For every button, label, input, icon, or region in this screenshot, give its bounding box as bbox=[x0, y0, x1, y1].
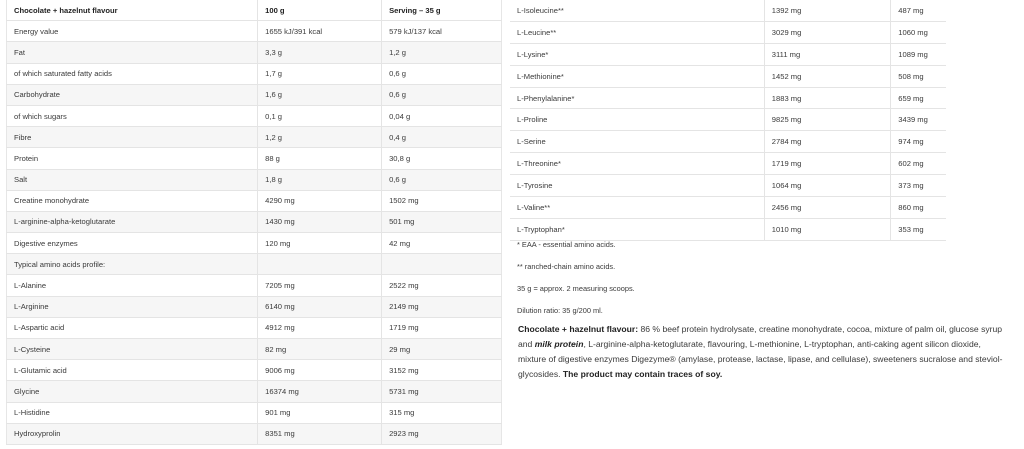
row-label: L-Alanine bbox=[7, 275, 258, 296]
ingredients-part2: , L-arginine-alpha-ketoglutarate, flavouring, L-methionine, L-tryptophan, anti-caking agent silicon dioxide, mixture of digestive enzymes Digezyme® (amylase, protease, lactase, lipase, and cellulase), sweeteners sucralose and steviol-glycosides. bbox=[518, 339, 1003, 379]
value-serving: 1060 mg bbox=[891, 21, 946, 43]
value-serving: 974 mg bbox=[891, 131, 946, 153]
table-row bbox=[7, 402, 502, 423]
row-label: of which sugars bbox=[7, 105, 258, 126]
table-row bbox=[7, 42, 502, 63]
value-100g: 1,6 g bbox=[258, 84, 382, 105]
value-serving: 353 mg bbox=[891, 218, 946, 240]
row-label: Protein bbox=[7, 148, 258, 169]
row-label: of which saturated fatty acids bbox=[7, 63, 258, 84]
value-100g: 9006 mg bbox=[258, 360, 382, 381]
footnote-eaa: * EAA - essential amino acids. bbox=[517, 234, 987, 256]
row-label: L-Glutamic acid bbox=[7, 360, 258, 381]
row-label: Hydroxyprolin bbox=[7, 423, 258, 444]
table-row bbox=[7, 211, 502, 232]
footnote-scoops: 35 g = approx. 2 measuring scoops. bbox=[517, 278, 987, 300]
row-label: Carbohydrate bbox=[7, 84, 258, 105]
table-row bbox=[510, 131, 946, 153]
value-100g: 6140 mg bbox=[258, 296, 382, 317]
row-label: Salt bbox=[7, 169, 258, 190]
value-serving: 487 mg bbox=[891, 0, 946, 21]
value-serving: 0,4 g bbox=[382, 127, 502, 148]
table-row bbox=[7, 423, 502, 444]
table-row bbox=[7, 275, 502, 296]
ingredients-part1: 86 % beef protein hydrolysate, creatine monohydrate, cocoa, mixture of palm oil, glucose syrup and bbox=[518, 324, 1003, 349]
table-row bbox=[7, 381, 502, 402]
value-100g: 2784 mg bbox=[764, 131, 890, 153]
table-row bbox=[510, 87, 946, 109]
row-label: Typical amino acids profile: bbox=[7, 254, 258, 275]
value-serving bbox=[382, 254, 502, 275]
row-label: L-Histidine bbox=[7, 402, 258, 423]
value-serving: 42 mg bbox=[382, 233, 502, 254]
value-serving: 508 mg bbox=[891, 65, 946, 87]
table-row bbox=[7, 296, 502, 317]
value-100g bbox=[258, 254, 382, 275]
value-100g: 1064 mg bbox=[764, 175, 890, 197]
row-label: L-Proline bbox=[510, 109, 764, 131]
footnote-bcaa: ** ranched-chain amino acids. bbox=[517, 256, 987, 278]
row-label: L-Cysteine bbox=[7, 339, 258, 360]
row-label: L-Aspartic acid bbox=[7, 317, 258, 338]
value-100g: 0,1 g bbox=[258, 105, 382, 126]
allergen-warning: The product may contain traces of soy. bbox=[562, 369, 723, 379]
value-serving: 2522 mg bbox=[382, 275, 502, 296]
table-row bbox=[510, 109, 946, 131]
value-serving: 1089 mg bbox=[891, 43, 946, 65]
value-serving: 1502 mg bbox=[382, 190, 502, 211]
value-serving: 2149 mg bbox=[382, 296, 502, 317]
value-serving: 373 mg bbox=[891, 175, 946, 197]
row-label: L-Lysine* bbox=[510, 43, 764, 65]
value-serving: 1,2 g bbox=[382, 42, 502, 63]
value-serving: 0,6 g bbox=[382, 84, 502, 105]
table-row bbox=[7, 63, 502, 84]
value-100g: 88 g bbox=[258, 148, 382, 169]
value-serving: 602 mg bbox=[891, 153, 946, 175]
value-serving: 3152 mg bbox=[382, 360, 502, 381]
table-row bbox=[7, 148, 502, 169]
ingredients-milk-protein: milk protein bbox=[534, 339, 584, 349]
value-100g: 2456 mg bbox=[764, 197, 890, 219]
row-label: L-Arginine bbox=[7, 296, 258, 317]
table-row bbox=[7, 360, 502, 381]
row-label: L-Leucine** bbox=[510, 21, 764, 43]
value-serving: 0,6 g bbox=[382, 169, 502, 190]
row-label: Creatine monohydrate bbox=[7, 190, 258, 211]
value-serving: 29 mg bbox=[382, 339, 502, 360]
table-row bbox=[7, 169, 502, 190]
ingredients-label: Chocolate + hazelnut flavour: bbox=[518, 324, 639, 334]
ingredients-text bbox=[518, 322, 1010, 382]
row-label: L-Methionine* bbox=[510, 65, 764, 87]
table-row bbox=[510, 65, 946, 87]
table-row bbox=[7, 254, 502, 275]
header-product: Chocolate + hazelnut flavour bbox=[7, 0, 258, 21]
value-100g: 1452 mg bbox=[764, 65, 890, 87]
value-100g: 8351 mg bbox=[258, 423, 382, 444]
row-label: Fat bbox=[7, 42, 258, 63]
value-100g: 1883 mg bbox=[764, 87, 890, 109]
table-row bbox=[7, 127, 502, 148]
value-serving: 0,6 g bbox=[382, 63, 502, 84]
table-row bbox=[7, 233, 502, 254]
table-row bbox=[510, 153, 946, 175]
value-serving: 860 mg bbox=[891, 197, 946, 219]
table-header-row bbox=[7, 0, 502, 21]
value-100g: 3,3 g bbox=[258, 42, 382, 63]
value-100g: 120 mg bbox=[258, 233, 382, 254]
footnote-dilution: Dilution ratio: 35 g/200 ml. bbox=[517, 300, 987, 322]
row-label: Glycine bbox=[7, 381, 258, 402]
value-100g: 1392 mg bbox=[764, 0, 890, 21]
table-row bbox=[7, 84, 502, 105]
row-label: L-Tryptophan* bbox=[510, 218, 764, 240]
amino-acids-table bbox=[510, 0, 946, 241]
value-100g: 1655 kJ/391 kcal bbox=[258, 21, 382, 42]
value-serving: 315 mg bbox=[382, 402, 502, 423]
value-100g: 3029 mg bbox=[764, 21, 890, 43]
value-100g: 82 mg bbox=[258, 339, 382, 360]
value-100g: 4290 mg bbox=[258, 190, 382, 211]
row-label: L-Tyrosine bbox=[510, 175, 764, 197]
row-label: L-arginine-alpha-ketoglutarate bbox=[7, 211, 258, 232]
value-100g: 901 mg bbox=[258, 402, 382, 423]
value-serving: 659 mg bbox=[891, 87, 946, 109]
table-row bbox=[510, 0, 946, 21]
value-100g: 1010 mg bbox=[764, 218, 890, 240]
table-row bbox=[7, 190, 502, 211]
footnotes bbox=[517, 234, 987, 322]
value-100g: 1719 mg bbox=[764, 153, 890, 175]
table-row bbox=[510, 197, 946, 219]
value-serving: 30,8 g bbox=[382, 148, 502, 169]
value-serving: 3439 mg bbox=[891, 109, 946, 131]
table-row bbox=[7, 317, 502, 338]
value-100g: 9825 mg bbox=[764, 109, 890, 131]
value-100g: 1,8 g bbox=[258, 169, 382, 190]
table-row bbox=[7, 105, 502, 126]
value-serving: 0,04 g bbox=[382, 105, 502, 126]
value-100g: 16374 mg bbox=[258, 381, 382, 402]
row-label: L-Valine** bbox=[510, 197, 764, 219]
row-label: Fibre bbox=[7, 127, 258, 148]
value-serving: 5731 mg bbox=[382, 381, 502, 402]
header-100g: 100 g bbox=[258, 0, 382, 21]
value-100g: 3111 mg bbox=[764, 43, 890, 65]
header-serving: Serving – 35 g bbox=[382, 0, 502, 21]
row-label: L-Phenylalanine* bbox=[510, 87, 764, 109]
value-100g: 1430 mg bbox=[258, 211, 382, 232]
value-serving: 579 kJ/137 kcal bbox=[382, 21, 502, 42]
value-serving: 1719 mg bbox=[382, 317, 502, 338]
value-100g: 1,2 g bbox=[258, 127, 382, 148]
nutrition-table bbox=[6, 0, 502, 445]
row-label: L-Threonine* bbox=[510, 153, 764, 175]
row-label: L-Serine bbox=[510, 131, 764, 153]
value-serving: 2923 mg bbox=[382, 423, 502, 444]
value-100g: 4912 mg bbox=[258, 317, 382, 338]
table-row bbox=[510, 43, 946, 65]
table-row bbox=[510, 21, 946, 43]
table-row bbox=[7, 21, 502, 42]
row-label: Digestive enzymes bbox=[7, 233, 258, 254]
value-serving: 501 mg bbox=[382, 211, 502, 232]
table-row bbox=[7, 339, 502, 360]
table-row bbox=[510, 175, 946, 197]
value-100g: 7205 mg bbox=[258, 275, 382, 296]
row-label: Energy value bbox=[7, 21, 258, 42]
row-label: L-Isoleucine** bbox=[510, 0, 764, 21]
value-100g: 1,7 g bbox=[258, 63, 382, 84]
